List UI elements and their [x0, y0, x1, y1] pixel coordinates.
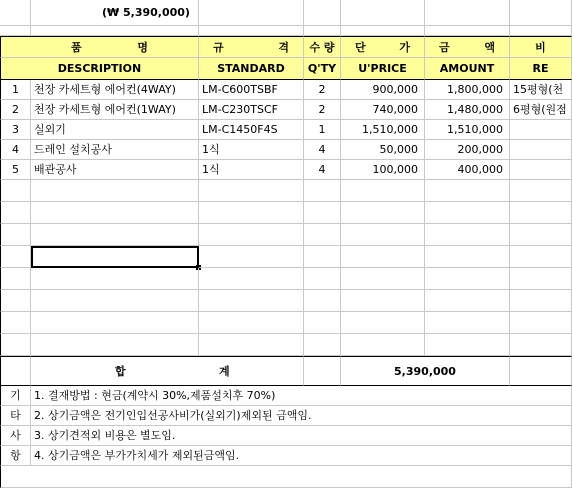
header-description-ko-a: 품	[71, 41, 82, 54]
empty-cell[interactable]	[425, 290, 510, 312]
empty-cell[interactable]	[304, 246, 341, 268]
item-no[interactable]: 3	[0, 120, 31, 140]
total-remark[interactable]	[510, 356, 572, 386]
total-qty[interactable]	[304, 356, 341, 386]
header-price-ko-b: 가	[399, 41, 410, 54]
item-remark[interactable]	[510, 140, 572, 160]
empty-cell[interactable]	[0, 180, 31, 202]
header-price-ko-a: 단	[355, 41, 366, 54]
total-caption[interactable]	[31, 0, 199, 26]
header-remark-en[interactable]: RE	[510, 58, 572, 80]
item-price[interactable]: 1,510,000	[341, 120, 425, 140]
header-remark-ko[interactable]: 비	[510, 36, 572, 58]
empty-cell[interactable]	[304, 334, 341, 356]
header-qty-en[interactable]: Q'TY	[304, 58, 341, 80]
blank-row-cell[interactable]	[510, 26, 572, 36]
empty-cell[interactable]	[31, 312, 199, 334]
header-amount-ko-a: 금	[439, 41, 450, 54]
header-standard-ko[interactable]	[199, 36, 304, 58]
empty-cell[interactable]	[341, 180, 425, 202]
empty-cell[interactable]	[510, 334, 572, 356]
total-caption-text: (₩ 5,390,000)	[102, 6, 190, 19]
item-amount[interactable]: 1,800,000	[425, 80, 510, 100]
note-side-char[interactable]: 사	[0, 426, 31, 446]
item-no[interactable]: 5	[0, 160, 31, 180]
empty-cell[interactable]	[0, 334, 31, 356]
empty-cell[interactable]	[31, 180, 199, 202]
empty-cell[interactable]	[341, 268, 425, 290]
header-price-en[interactable]: U'PRICE	[341, 58, 425, 80]
header-standard-en[interactable]: STANDARD	[199, 58, 304, 80]
blank-row-cell[interactable]	[199, 26, 304, 36]
item-price[interactable]: 50,000	[341, 140, 425, 160]
item-description[interactable]: 배관공사	[31, 160, 199, 180]
item-amount[interactable]: 400,000	[425, 160, 510, 180]
empty-cell[interactable]	[199, 290, 304, 312]
empty-cell[interactable]	[341, 246, 425, 268]
item-no[interactable]: 1	[0, 80, 31, 100]
item-standard[interactable]: LM-C230TSCF	[199, 100, 304, 120]
header-price-ko[interactable]	[341, 36, 425, 58]
item-remark[interactable]: 6평형(원점	[510, 100, 572, 120]
empty-cell[interactable]	[304, 312, 341, 334]
empty-cell[interactable]	[0, 312, 31, 334]
empty-cell[interactable]	[0, 246, 31, 268]
empty-cell[interactable]	[199, 202, 304, 224]
header-description-en[interactable]: DESCRIPTION	[0, 58, 199, 80]
empty-cell[interactable]	[425, 268, 510, 290]
cell-d1[interactable]	[304, 0, 341, 26]
blank-row-cell[interactable]	[31, 26, 199, 36]
empty-cell[interactable]	[199, 268, 304, 290]
item-qty[interactable]: 4	[304, 160, 341, 180]
empty-cell[interactable]	[304, 268, 341, 290]
empty-cell[interactable]	[0, 224, 31, 246]
cell-g1[interactable]	[510, 0, 572, 26]
empty-cell[interactable]	[199, 246, 304, 268]
item-price[interactable]: 900,000	[341, 80, 425, 100]
item-amount[interactable]: 1,480,000	[425, 100, 510, 120]
empty-cell[interactable]	[341, 202, 425, 224]
header-standard-ko-a: 규	[213, 41, 224, 54]
empty-cell[interactable]	[510, 180, 572, 202]
header-description-ko-b: 명	[137, 41, 148, 54]
header-amount-en[interactable]: AMOUNT	[425, 58, 510, 80]
empty-cell[interactable]	[425, 246, 510, 268]
cell-a1[interactable]	[0, 0, 31, 26]
total-amount[interactable]: 5,390,000	[341, 356, 510, 386]
item-no[interactable]: 4	[0, 140, 31, 160]
empty-cell[interactable]	[510, 290, 572, 312]
header-amount-ko[interactable]	[425, 36, 510, 58]
empty-cell[interactable]	[425, 312, 510, 334]
empty-cell[interactable]	[304, 180, 341, 202]
item-description[interactable]: 드레인 설치공사	[31, 140, 199, 160]
note-line[interactable]: 1. 결재방법 : 현금(계약시 30%,제품설치후 70%)	[31, 386, 572, 406]
note-side-char[interactable]: 타	[0, 406, 31, 426]
empty-cell[interactable]	[31, 334, 199, 356]
total-label[interactable]	[31, 356, 304, 386]
header-amount-ko-b: 액	[484, 41, 495, 54]
item-remark[interactable]	[510, 160, 572, 180]
item-qty[interactable]: 4	[304, 140, 341, 160]
empty-cell[interactable]	[31, 268, 199, 290]
empty-cell[interactable]	[510, 202, 572, 224]
empty-cell[interactable]	[304, 202, 341, 224]
empty-cell[interactable]	[510, 312, 572, 334]
empty-cell[interactable]	[31, 224, 199, 246]
empty-cell[interactable]	[425, 224, 510, 246]
blank-row-cell[interactable]	[425, 26, 510, 36]
item-qty[interactable]: 2	[304, 80, 341, 100]
empty-cell[interactable]	[0, 290, 31, 312]
item-price[interactable]: 740,000	[341, 100, 425, 120]
empty-cell[interactable]	[425, 202, 510, 224]
item-standard[interactable]: LM-C600TSBF	[199, 80, 304, 100]
empty-cell[interactable]	[0, 202, 31, 224]
blank-row-cell[interactable]	[0, 26, 31, 36]
item-standard[interactable]: LM-C1450F4S	[199, 120, 304, 140]
empty-cell[interactable]	[31, 290, 199, 312]
item-standard[interactable]: 1식	[199, 160, 304, 180]
sheet-bottom[interactable]	[0, 466, 572, 488]
note-side-char[interactable]: 항	[0, 446, 31, 466]
cell-e1[interactable]	[341, 0, 425, 26]
empty-cell[interactable]	[199, 334, 304, 356]
empty-cell[interactable]	[199, 224, 304, 246]
note-side-char[interactable]: 기	[0, 386, 31, 406]
item-remark[interactable]	[510, 120, 572, 140]
empty-cell[interactable]	[31, 202, 199, 224]
note-line[interactable]: 3. 상기견적외 비용은 별도임.	[31, 426, 572, 446]
empty-cell[interactable]	[510, 246, 572, 268]
item-standard[interactable]: 1식	[199, 140, 304, 160]
empty-cell[interactable]	[425, 180, 510, 202]
empty-cell[interactable]	[510, 224, 572, 246]
empty-cell[interactable]	[510, 268, 572, 290]
selected-cell[interactable]	[31, 246, 199, 268]
empty-cell[interactable]	[199, 312, 304, 334]
item-qty[interactable]: 1	[304, 120, 341, 140]
note-line[interactable]: 4. 상기금액은 부가가치세가 제외된금액임.	[31, 446, 572, 466]
total-label-a: 합	[115, 365, 126, 378]
empty-cell[interactable]	[341, 224, 425, 246]
item-no[interactable]: 2	[0, 100, 31, 120]
empty-cell[interactable]	[0, 268, 31, 290]
header-standard-ko-b: 격	[278, 41, 289, 54]
empty-cell[interactable]	[341, 312, 425, 334]
item-amount[interactable]: 1,510,000	[425, 120, 510, 140]
blank-row-cell[interactable]	[341, 26, 425, 36]
item-description[interactable]: 천장 카세트형 에어컨(4WAY)	[31, 80, 199, 100]
header-description-ko[interactable]	[0, 36, 199, 58]
item-remark[interactable]: 15평형(천	[510, 80, 572, 100]
item-qty[interactable]: 2	[304, 100, 341, 120]
empty-cell[interactable]	[304, 290, 341, 312]
cell-c1[interactable]	[199, 0, 304, 26]
empty-cell[interactable]	[199, 180, 304, 202]
note-line[interactable]: 2. 상기금액은 전기인입선공사비가(실외기)제외된 금액임.	[31, 406, 572, 426]
item-amount[interactable]: 200,000	[425, 140, 510, 160]
header-qty-ko[interactable]: 수 량	[304, 36, 341, 58]
item-description[interactable]: 천장 카세트형 에어컨(1WAY)	[31, 100, 199, 120]
blank-row-cell[interactable]	[304, 26, 341, 36]
total-blank[interactable]	[0, 356, 31, 386]
empty-cell[interactable]	[425, 334, 510, 356]
empty-cell[interactable]	[341, 290, 425, 312]
cell-f1[interactable]	[425, 0, 510, 26]
empty-cell[interactable]	[304, 224, 341, 246]
item-price[interactable]: 100,000	[341, 160, 425, 180]
empty-cell[interactable]	[341, 334, 425, 356]
item-description[interactable]: 실외기	[31, 120, 199, 140]
total-label-b: 계	[219, 365, 230, 378]
